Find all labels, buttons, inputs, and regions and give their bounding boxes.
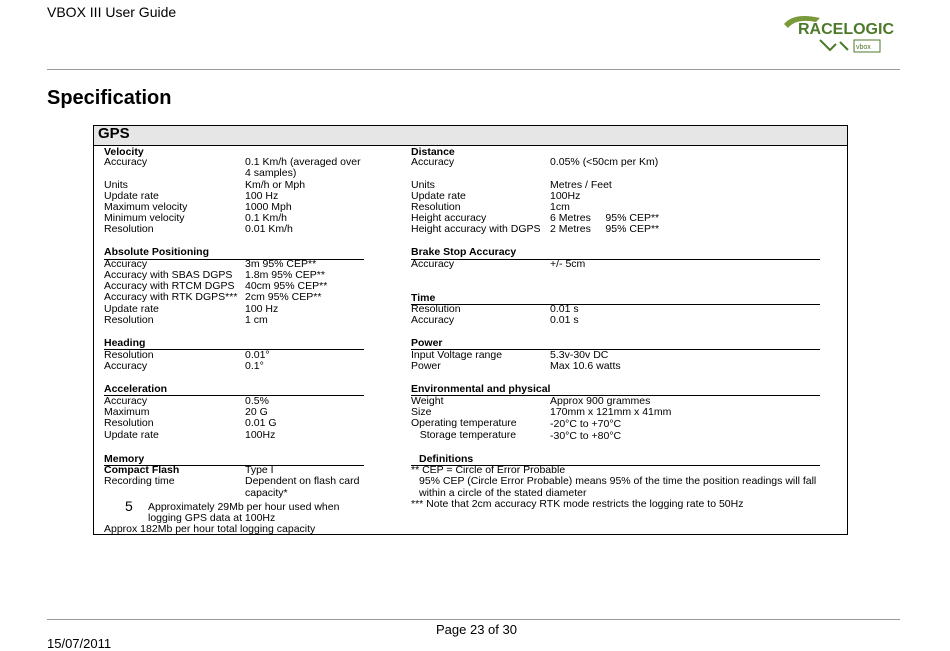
spec-value: 170mm x 121mm x 41mm xyxy=(550,406,672,418)
spec-value: 0.01 s xyxy=(550,303,579,315)
svg-text:RACELOGIC: RACELOGIC xyxy=(798,21,894,38)
spec-label: Accuracy xyxy=(411,314,455,326)
page-number: Page 23 of 30 xyxy=(436,622,517,637)
spec-value: 3m 95% CEP** xyxy=(245,258,317,270)
spec-value: 0.01 Km/h xyxy=(245,223,293,235)
spec-value: 0.5% xyxy=(245,395,269,407)
heading-section-heading: Heading xyxy=(104,337,146,349)
time-heading: Time xyxy=(411,292,436,304)
spec-value: 0.01 G xyxy=(245,417,277,429)
spec-label: Update rate xyxy=(104,190,159,202)
spec-value: 1000 Mph xyxy=(245,201,292,213)
note-number: 5 xyxy=(125,498,133,514)
velocity-heading: Velocity xyxy=(104,146,144,158)
spec-value: 2cm 95% CEP** xyxy=(245,291,322,303)
spec-label: Accuracy with SBAS DGPS xyxy=(104,269,233,281)
brake-stop-heading: Brake Stop Accuracy xyxy=(411,246,517,258)
spec-label: Accuracy xyxy=(104,258,148,270)
spec-value: -30°C to +80°C xyxy=(550,430,622,442)
definition-line: *** Note that 2cm accuracy RTK mode restricts the logging rate to 50Hz xyxy=(411,498,744,510)
spec-value: +/- 5cm xyxy=(550,258,586,270)
spec-label: Accuracy xyxy=(104,395,148,407)
spec-label: Update rate xyxy=(104,429,159,441)
spec-value: 0.01° xyxy=(245,349,270,361)
memory-total: Approx 182Mb per hour total logging capacity xyxy=(104,523,316,535)
spec-value: Km/h or Mph xyxy=(245,179,306,191)
spec-value: capacity* xyxy=(245,487,288,499)
racelogic-logo xyxy=(780,14,900,56)
spec-label: Units xyxy=(411,179,435,191)
spec-label: Minimum velocity xyxy=(104,212,185,224)
compact-flash-label: Compact Flash xyxy=(104,464,180,476)
spec-label: Accuracy with RTCM DGPS xyxy=(104,280,235,292)
spec-label: Accuracy xyxy=(104,360,148,372)
spec-label: Maximum velocity xyxy=(104,201,188,213)
memory-heading: Memory xyxy=(104,453,145,465)
section-rule xyxy=(411,304,820,305)
spec-value: 100 Hz xyxy=(245,190,279,202)
spec-label: Resolution xyxy=(104,223,154,235)
spec-label: Storage temperature xyxy=(411,429,517,441)
spec-value: 0.01 s xyxy=(550,314,579,326)
spec-label: Power xyxy=(411,360,441,372)
spec-value: 40cm 95% CEP** xyxy=(245,280,328,292)
acceleration-heading: Acceleration xyxy=(104,383,168,395)
spec-value: 6 Metres 95% CEP** xyxy=(550,212,660,224)
spec-value: Dependent on flash card xyxy=(245,475,360,487)
spec-value: Metres / Feet xyxy=(550,179,612,191)
spec-label: Height accuracy xyxy=(411,212,487,224)
spec-label: Input Voltage range xyxy=(411,349,503,361)
absolute-positioning-heading: Absolute Positioning xyxy=(104,246,209,258)
spec-label: Accuracy xyxy=(411,156,455,168)
spec-label: Height accuracy with DGPS xyxy=(411,223,541,235)
footer-rule xyxy=(47,619,900,620)
gps-section-bar xyxy=(94,126,847,146)
footer-date: 15/07/2011 xyxy=(47,636,112,651)
definition-line: within a circle of the stated diameter xyxy=(419,487,587,499)
spec-label: Resolution xyxy=(104,417,154,429)
spec-value: 1.8m 95% CEP** xyxy=(245,269,325,281)
spec-label: Size xyxy=(411,406,432,418)
spec-label: Update rate xyxy=(104,303,159,315)
spec-value: -20°C to +70°C xyxy=(550,418,622,430)
gps-section-label: GPS xyxy=(98,125,130,142)
memory-note: logging GPS data at 100Hz xyxy=(148,512,276,524)
document-title: VBOX III User Guide xyxy=(47,4,177,20)
spec-label: Recording time xyxy=(104,475,175,487)
spec-label: Accuracy xyxy=(104,156,148,168)
spec-value: 0.1 Km/h (averaged over xyxy=(245,156,361,168)
spec-value: 0.1 Km/h xyxy=(245,212,288,224)
power-heading: Power xyxy=(411,337,443,349)
spec-label: Resolution xyxy=(411,303,461,315)
section-rule xyxy=(411,259,820,260)
spec-value: 5.3v-30v DC xyxy=(550,349,609,361)
spec-label: Units xyxy=(104,179,128,191)
spec-value: 100Hz xyxy=(245,429,276,441)
spec-label: Resolution xyxy=(411,201,461,213)
spec-value: 0.1° xyxy=(245,360,264,372)
spec-value: 100Hz xyxy=(550,190,581,202)
spec-label: Update rate xyxy=(411,190,466,202)
svg-text:vbox: vbox xyxy=(856,44,871,51)
spec-value: Approx 900 grammes xyxy=(550,395,651,407)
spec-value: 0.05% (<50cm per Km) xyxy=(550,156,659,168)
spec-label: Accuracy with RTK DGPS*** xyxy=(104,291,238,303)
spec-value: 100 Hz xyxy=(245,303,279,315)
spec-label: Resolution xyxy=(104,314,154,326)
spec-value: 1 cm xyxy=(245,314,268,326)
header-rule xyxy=(47,69,900,70)
definition-line: 95% CEP (Circle Error Probable) means 95% of the time the position readings will fall xyxy=(419,475,817,487)
spec-value: 20 G xyxy=(245,406,268,418)
definition-line: ** CEP = Circle of Error Probable xyxy=(411,464,566,476)
memory-note: Approximately 29Mb per hour used when xyxy=(148,501,340,513)
spec-label: Resolution xyxy=(104,349,154,361)
spec-value: Type I xyxy=(245,464,274,476)
spec-label: Maximum xyxy=(104,406,150,418)
spec-value: 1cm xyxy=(550,201,570,213)
definitions-heading: Definitions xyxy=(419,453,474,465)
page-title: Specification xyxy=(47,87,172,109)
spec-value: 2 Metres 95% CEP** xyxy=(550,223,660,235)
spec-label: Weight xyxy=(411,395,444,407)
spec-label: Accuracy xyxy=(411,258,455,270)
spec-label: Operating temperature xyxy=(411,417,517,429)
spec-value: Max 10.6 watts xyxy=(550,360,621,372)
spec-value: 4 samples) xyxy=(245,167,297,179)
environmental-heading: Environmental and physical xyxy=(411,383,551,395)
distance-heading: Distance xyxy=(411,146,455,158)
